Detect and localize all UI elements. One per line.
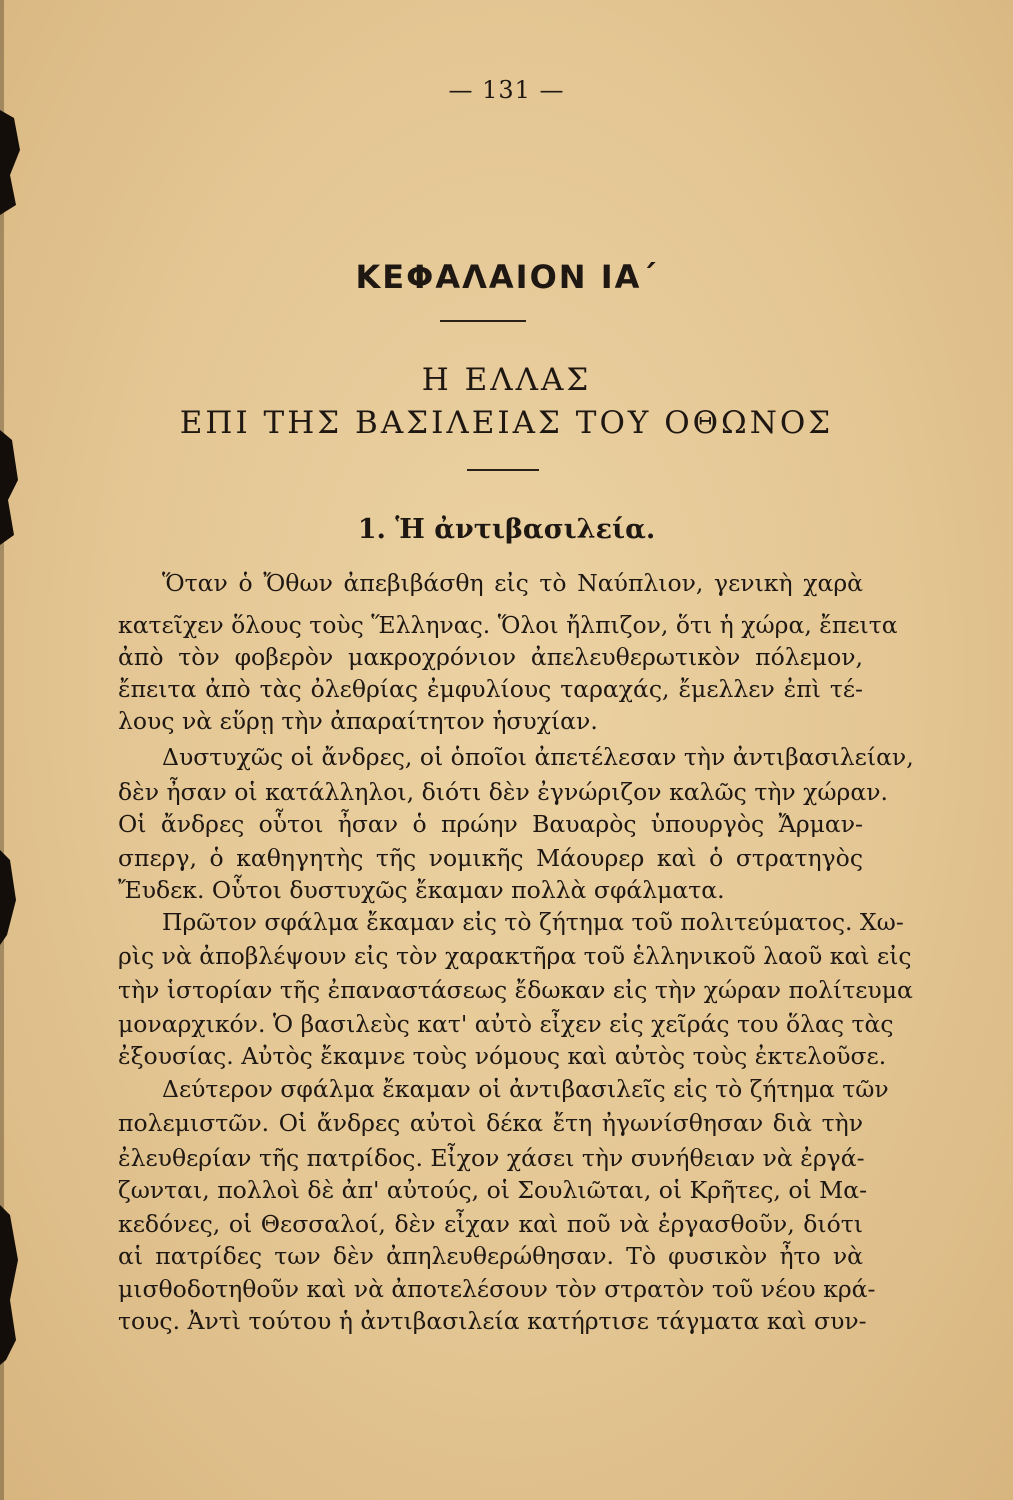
text-line: τὴν ἱστορίαν τῆς ἐπαναστάσεως ἔδωκαν εἰς τὴν χώραν πολίτευμα — [118, 976, 913, 1004]
text-line: Ὅταν ὁ Ὄθων ἀπεβιβάσθη εἰς τὸ Ναύπλιον, γενικὴ χαρὰ — [162, 569, 863, 597]
text-line: Δεύτερον σφάλμα ἔκαμαν οἱ ἀντιβασιλεῖς εἰς τὸ ζήτημα τῶν — [162, 1075, 889, 1103]
text-line: πολεμιστῶν. Οἱ ἄνδρες αὐτοὶ δέκα ἔτη ἠγωνίσθησαν διὰ τὴν — [118, 1109, 863, 1137]
divider-top — [440, 320, 526, 322]
text-line: ζωνται, πολλοὶ δὲ ἀπ' αὐτούς, οἱ Σουλιῶται, οἱ Κρῆτες, οἱ Μα- — [118, 1176, 868, 1204]
text-line: ἔπειτα ἀπὸ τὰς ὀλεθρίας ἐμφυλίους ταραχάς, ἔμελλεν ἐπὶ τέ- — [118, 675, 863, 703]
text-line: κατεῖχεν ὅλους τοὺς Ἕλληνας. Ὅλοι ἤλπιζον, ὅτι ἡ χώρα, ἔπειτα — [118, 611, 898, 639]
text-line: λους νὰ εὕρῃ τὴν ἀπαραίτητον ἡσυχίαν. — [118, 707, 598, 735]
title-line-2: ΕΠΙ ΤΗΣ ΒΑΣΙΛΕΙΑΣ ΤΟΥ ΟΘΩΝΟΣ — [179, 405, 834, 441]
section-heading: 1. Ἡ ἀντιβασιλεία. — [357, 514, 656, 545]
text-line: μοναρχικόν. Ὁ βασιλεὺς κατ' αὐτὸ εἶχεν εἰς χεῖράς του ὅλας τὰς — [118, 1010, 894, 1038]
title-line-1: Η ΕΛΛΑΣ — [421, 362, 592, 398]
text-line: Οἱ ἄνδρες οὗτοι ἦσαν ὁ πρώην Βαυαρὸς ὑπουργὸς Ἄρμαν- — [118, 810, 863, 838]
text-line: μισθοδοτηθοῦν καὶ νὰ ἀποτελέσουν τὸν στρατὸν τοῦ νέου κρά- — [118, 1275, 876, 1303]
text-line: σπεργ, ὁ καθηγητὴς τῆς νομικῆς Μάουρερ καὶ ὁ στρατηγὸς — [118, 844, 863, 872]
text-line: ἀπὸ τὸν φοβερὸν μακροχρόνιον ἀπελευθερωτικὸν πόλεμον, — [118, 643, 863, 671]
divider-bottom — [467, 469, 539, 471]
page-number: — 131 — — [448, 76, 565, 104]
text-line: κεδόνες, οἱ Θεσσαλοί, δὲν εἶχαν καὶ ποῦ νὰ ἐργασθοῦν, διότι — [118, 1210, 863, 1238]
torn-page-edge — [0, 0, 30, 1500]
text-line: ἐλευθερίαν τῆς πατρίδος. Εἶχον χάσει τὴν συνήθειαν νὰ ἐργά- — [118, 1144, 865, 1172]
text-line: ρὶς νὰ ἀποβλέψουν εἰς τὸν χαρακτῆρα τοῦ ἑλληνικοῦ λαοῦ καὶ εἰς — [118, 942, 912, 970]
text-line: Ἔυδεκ. Οὗτοι δυστυχῶς ἔκαμαν πολλὰ σφάλματα. — [118, 876, 725, 904]
text-line: δὲν ἦσαν οἱ κατάλληλοι, διότι δὲν ἐγνώριζον καλῶς τὴν χώραν. — [118, 778, 888, 806]
text-line: Πρῶτον σφάλμα ἔκαμαν εἰς τὸ ζήτημα τοῦ πολιτεύματος. Χω- — [162, 908, 904, 936]
text-line: τους. Ἀντὶ τούτου ἡ ἀντιβασιλεία κατήρτισε τάγματα καὶ συν- — [118, 1307, 867, 1335]
text-line: ἐξουσίας. Αὐτὸς ἔκαμνε τοὺς νόμους καὶ αὐτὸς τοὺς ἐκτελοῦσε. — [118, 1042, 887, 1070]
text-line: αἱ πατρίδες των δὲν ἀπηλευθερώθησαν. Τὸ φυσικὸν ἦτο νὰ — [118, 1242, 863, 1270]
chapter-heading: ΚΕΦΑΛΑΙΟΝ ΙΑ΄ — [355, 258, 658, 296]
text-line: Δυστυχῶς οἱ ἄνδρες, οἱ ὁποῖοι ἀπετέλεσαν τὴν ἀντιβασιλείαν, — [162, 743, 914, 771]
